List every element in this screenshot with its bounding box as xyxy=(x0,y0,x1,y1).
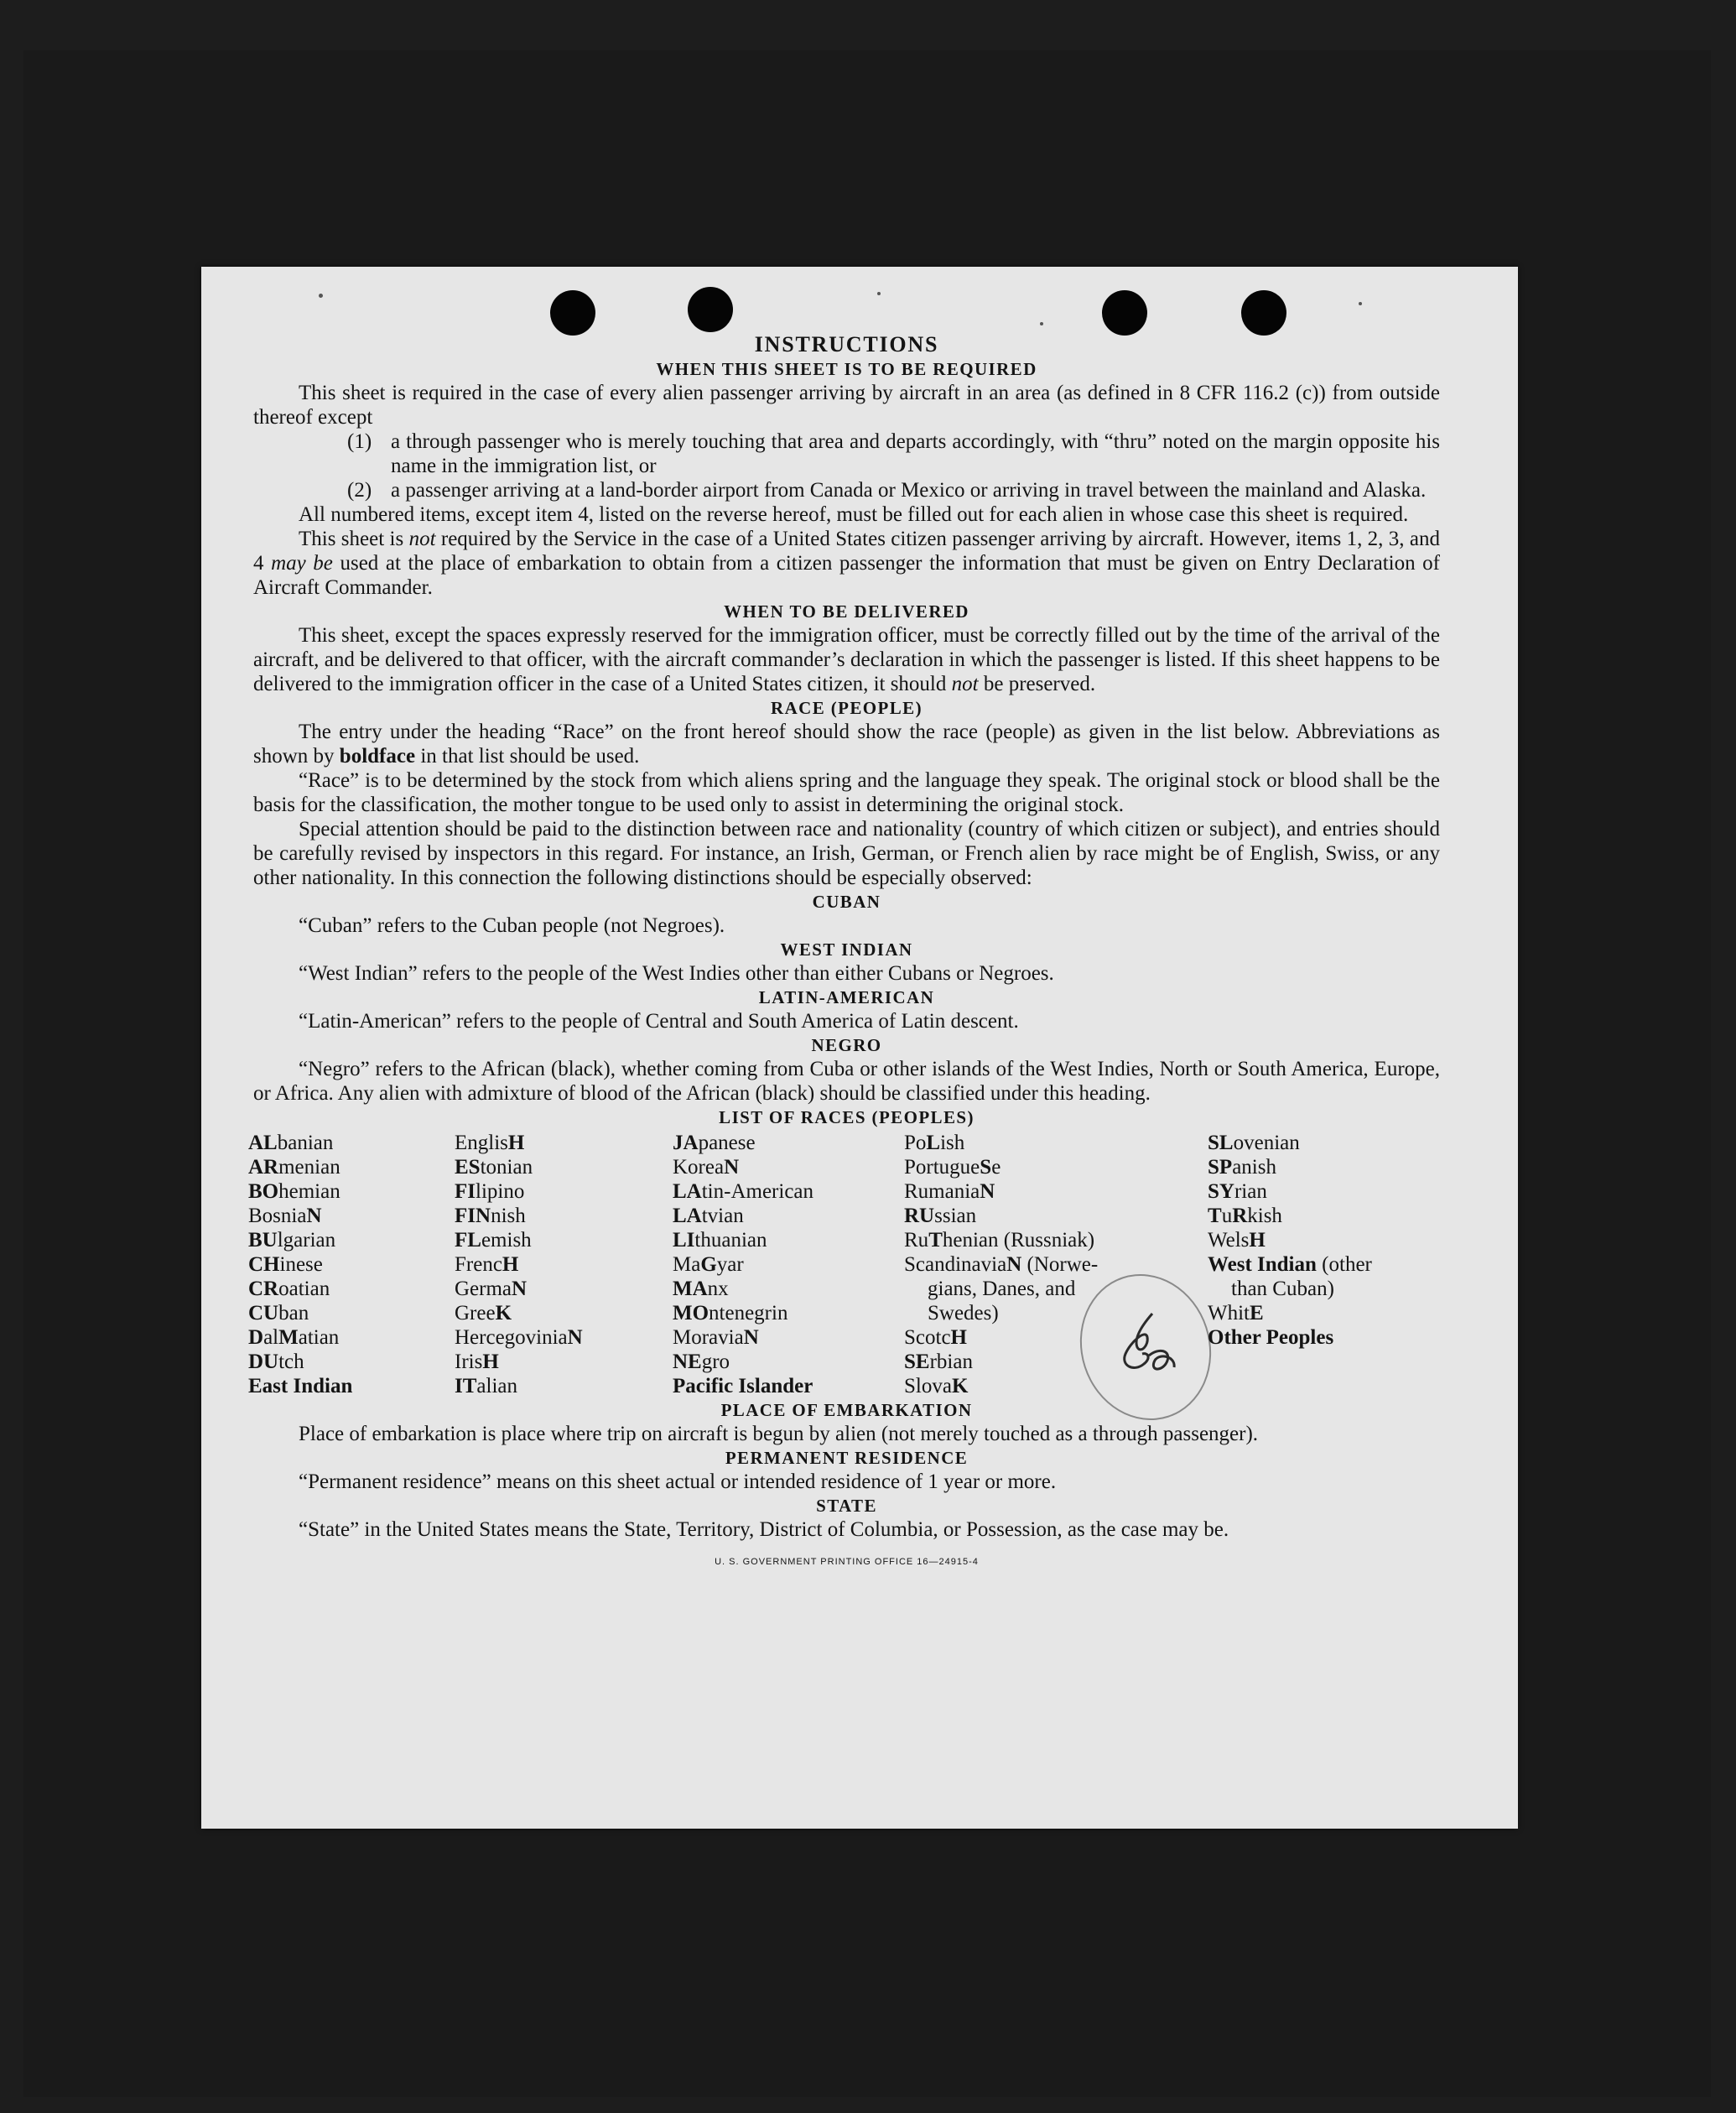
race-entry: DalMatian xyxy=(248,1326,340,1349)
race-entry: GreeK xyxy=(455,1302,512,1325)
race-entry: TuRkish xyxy=(1208,1205,1282,1227)
heading-embarkation: PLACE OF EMBARKATION xyxy=(720,1400,973,1420)
printer-imprint: U. S. GOVERNMENT PRINTING OFFICE 16—24915-4 xyxy=(715,1557,979,1567)
heading-race: RACE (PEOPLE) xyxy=(771,698,923,718)
race-entry: FINnish xyxy=(455,1205,526,1227)
heading-cuban: CUBAN xyxy=(812,892,881,912)
heading-negro: NEGRO xyxy=(811,1035,882,1055)
paragraph: “Latin-American” refers to the people of Central and South America of Latin descent. xyxy=(299,1010,1019,1033)
race-entry: MoraviaN xyxy=(673,1326,759,1349)
paragraph: This sheet, except the spaces expressly reserved for the immigration officer, must be correctly filled out by the time of the arrival of the aircraft, and be delivered to that officer, with the aircraft commander’s declaration in which the passenger is listed. If this sheet happens to be delivered to the immigration officer in the case of a United States citizen, it should not be preserved. xyxy=(253,624,1440,695)
paragraph: All numbered items, except item 4, listed on the reverse hereof, must be filled out for each alien in whose case this sheet is required. xyxy=(299,503,1409,526)
punch-hole xyxy=(688,287,733,332)
race-entry: Pacific Islander xyxy=(673,1375,813,1397)
race-entry: SPanish xyxy=(1208,1156,1276,1179)
race-entry: KoreaN xyxy=(673,1156,740,1179)
race-entry: SlovaK xyxy=(904,1375,969,1397)
race-column xyxy=(455,1131,673,1398)
race-entry: MAnx xyxy=(673,1278,729,1300)
paragraph: Special attention should be paid to the distinction between race and nationality (country of which citizen or subject), and entries should be carefully revised by inspectors in this regard. For instance, an Irish, German, or French alien by race might be of English, Swiss, or any other nationality. In this connection the following distinctions should be especially observed: xyxy=(253,818,1440,889)
punch-hole xyxy=(1241,290,1286,336)
race-entry: MaGyar xyxy=(673,1253,744,1276)
heading-when-delivered: WHEN TO BE DELIVERED xyxy=(724,601,969,622)
paragraph: This sheet is not required by the Service in the case of a United States citizen passenger arriving by aircraft. However, items 1, 2, 3, and 4 may be used at the place of embarkation to obtain from a citizen passenger the information that must be given on Entry Declaration of Aircraft Commander. xyxy=(253,528,1441,599)
punch-hole xyxy=(1102,290,1147,336)
instructions-content xyxy=(248,332,1441,1574)
paragraph: “West Indian” refers to the people of the West Indies other than either Cubans or Negroes. xyxy=(299,962,1054,985)
race-entry: ScandinaviaN (Norwe- xyxy=(904,1253,1099,1276)
race-list xyxy=(248,1131,1440,1398)
paragraph: “Cuban” refers to the Cuban people (not Negroes). xyxy=(299,914,725,937)
race-entry: EStonian xyxy=(455,1156,533,1179)
punch-hole xyxy=(550,290,595,336)
race-entry: gians, Danes, and xyxy=(928,1278,1076,1300)
race-entry: RuThenian (Russniak) xyxy=(904,1229,1095,1252)
race-entry: West Indian (other xyxy=(1208,1253,1372,1276)
race-entry: East Indian xyxy=(248,1375,353,1397)
paragraph: “State” in the United States means the State, Territory, District of Columbia, or Possession, as the case may be. xyxy=(299,1518,1229,1541)
race-entry: JApanese xyxy=(673,1132,756,1154)
paragraph: Place of embarkation is place where trip on aircraft is begun by alien (not merely touched as a through passenger). xyxy=(299,1423,1259,1445)
race-entry: SLovenian xyxy=(1208,1132,1300,1154)
race-entry: ScotcH xyxy=(904,1326,967,1349)
race-entry: ITalian xyxy=(455,1375,517,1397)
paragraph: “Permanent residence” means on this sheet actual or intended residence of 1 year or more. xyxy=(299,1470,1057,1493)
race-entry: Other Peoples xyxy=(1208,1326,1334,1349)
race-entry: FLemish xyxy=(455,1229,532,1252)
race-entry: SYrian xyxy=(1208,1180,1267,1203)
document-sheet xyxy=(201,267,1518,1829)
heading-residence: PERMANENT RESIDENCE xyxy=(725,1448,969,1468)
race-entry: BUlgarian xyxy=(248,1229,336,1252)
race-entry: FIlipino xyxy=(455,1180,525,1203)
race-entry: WelsH xyxy=(1208,1229,1266,1252)
race-entry: than Cuban) xyxy=(1231,1278,1334,1300)
race-column xyxy=(904,1131,1208,1398)
race-entry: PoLish xyxy=(904,1132,965,1154)
race-column xyxy=(673,1131,904,1398)
race-entry: LIthuanian xyxy=(673,1229,767,1252)
race-entry: EnglisH xyxy=(455,1132,525,1154)
race-entry: ARmenian xyxy=(248,1156,340,1179)
race-entry: HercegoviniaN xyxy=(455,1326,583,1349)
race-entry: ALbanian xyxy=(248,1132,334,1154)
race-entry: Swedes) xyxy=(928,1302,999,1325)
race-entry: CRoatian xyxy=(248,1278,330,1300)
heading-west-indian: WEST INDIAN xyxy=(780,939,913,960)
paragraph: The entry under the heading “Race” on the front hereof should show the race (people) as given in the list below. Abbreviations as shown by boldface in that list should be used. xyxy=(253,721,1440,768)
paragraph: “Race” is to be determined by the stock from which aliens spring and the language they speak. The original stock or blood shall be the basis for the classification, the mother tongue to be used only to assist in determining the original stock. xyxy=(253,769,1440,816)
race-entry: DUtch xyxy=(248,1351,304,1373)
race-entry: FrencH xyxy=(455,1253,519,1276)
race-entry: BosniaN xyxy=(248,1205,322,1227)
heading-state: STATE xyxy=(816,1496,877,1516)
race-entry: LAtin-American xyxy=(673,1180,814,1203)
page-title: INSTRUCTIONS xyxy=(754,332,939,357)
race-entry: RUssian xyxy=(904,1205,977,1227)
race-entry: LAtvian xyxy=(673,1205,744,1227)
race-entry: CHinese xyxy=(248,1253,323,1276)
paragraph: This sheet is required in the case of every alien passenger arriving by aircraft in an area (as defined in 8 CFR 116.2 (c)) from outside thereof except xyxy=(253,382,1440,429)
race-entry: NEgro xyxy=(673,1351,730,1373)
race-entry: CUban xyxy=(248,1302,309,1325)
race-entry: MOntenegrin xyxy=(673,1302,788,1325)
heading-list-of-races: LIST OF RACES (PEOPLES) xyxy=(719,1107,975,1127)
race-entry: WhitE xyxy=(1208,1302,1264,1325)
race-entry: IrisH xyxy=(455,1351,499,1373)
race-column xyxy=(248,1131,455,1398)
heading-when-required: WHEN THIS SHEET IS TO BE REQUIRED xyxy=(656,359,1037,379)
paragraph: “Negro” refers to the African (black), whether coming from Cuba or other islands of the West Indies, North or South America, Europe, or Africa. Any alien with admixture of blood of the African (black) should be classified under this heading. xyxy=(253,1058,1440,1105)
race-column xyxy=(1208,1131,1426,1398)
race-entry: GermaN xyxy=(455,1278,528,1300)
list-item: (2) a passenger arriving at a land-border airport from Canada or Mexico or arriving in travel between the mainland and Alaska. xyxy=(347,479,1427,502)
race-entry: SErbian xyxy=(904,1351,973,1373)
race-entry: BOhemian xyxy=(248,1180,340,1203)
heading-latin-american: LATIN-AMERICAN xyxy=(758,987,935,1007)
list-item: (1) a through passenger who is merely touching that area and departs accordingly, with “thru” noted on the margin opposite his name in the immigration list, or xyxy=(347,430,1440,477)
race-entry: PortugueSe xyxy=(904,1156,1001,1179)
race-entry: RumaniaN xyxy=(904,1180,995,1203)
